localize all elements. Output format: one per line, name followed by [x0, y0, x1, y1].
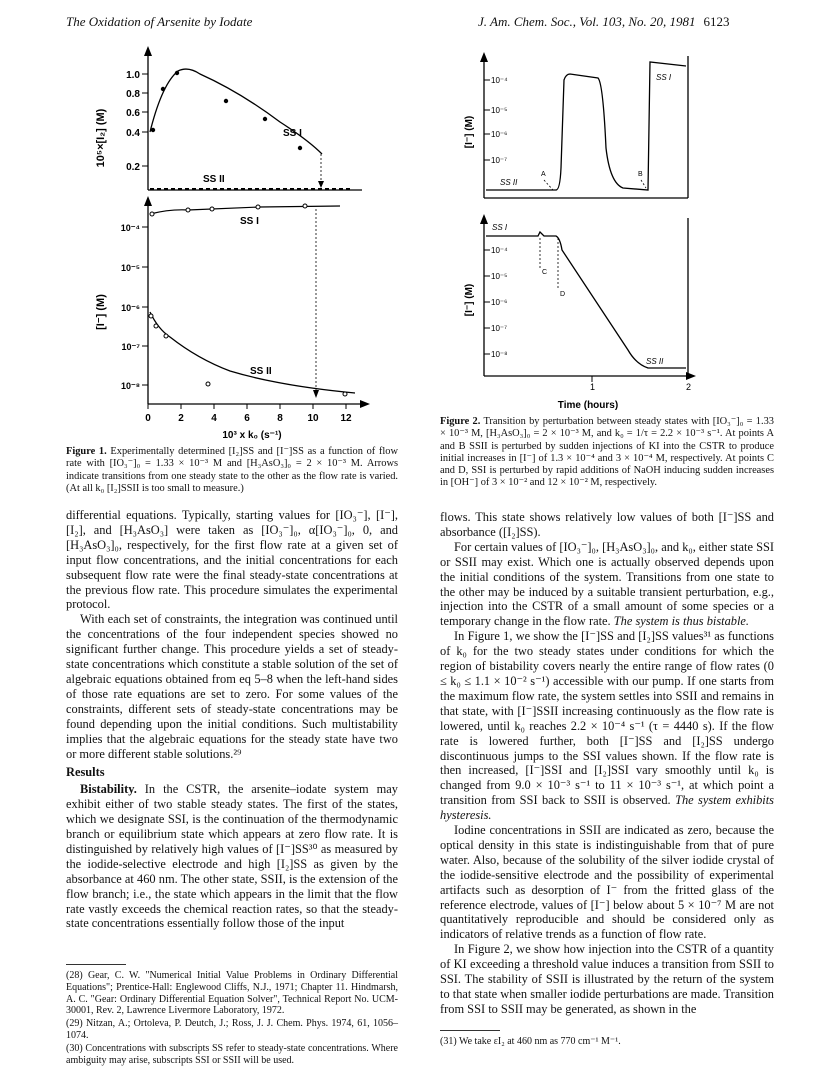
fig2-bottom-ylabel: [I⁻] (M): [464, 283, 475, 317]
fig2-bottom-ytick-4: 10⁻⁷: [491, 324, 508, 333]
fig2-top-ytick-1: 10⁻⁴: [491, 76, 508, 85]
fig2-x-arrow: [686, 372, 696, 380]
figure-2-caption: [440, 416, 774, 490]
running-header-right: [478, 14, 730, 30]
fig1-top-point: [263, 117, 267, 121]
fig2-bottom-ss2-label: SS II: [646, 357, 664, 366]
figure-1: [80, 44, 380, 444]
fig2-xtick-1: 1: [590, 382, 596, 392]
caption-label: Figure 2.: [440, 416, 481, 427]
emphasis: The system is thus bistable.: [613, 614, 750, 629]
caption-text: Transition by perturbation between steady states with [IO₃⁻]₀ = 1.33 × 10⁻³ M, [H₃AsO₃]₀ = 2 × 10⁻³ M, and k₀ = 1/τ = 2.2 × 10⁻³ s⁻¹. At points A and B SSII is perturbed by sudden injections of KI into the CSTR to produce initial increases in [I⁻] of 1.3 × 10⁻⁴ and 3 × 10⁻⁴ M, respectively. At points C and D, SSI is perturbed by rapid additions of NaOH inducing sudden increases in [OH⁻] of 3 × 10⁻² and 12 × 10⁻² M, respectively.: [440, 416, 774, 489]
fig1-top-ytick-1: 1.0: [126, 70, 140, 81]
fig1-xtick-6: 12: [340, 413, 352, 424]
fig1-bottom-ytick-5: 10⁻⁸: [120, 381, 140, 391]
fig2-top-ytick-3: 10⁻⁶: [491, 130, 508, 139]
fig1-bottom-ytick-2: 10⁻⁵: [121, 263, 140, 273]
emphasis: The system exhibits hysteresis.: [440, 793, 774, 823]
figure-2: [448, 38, 708, 414]
paragraph-text: In the CSTR, the arsenite–iodate system may exhibit either of two stable steady states. The first of the states, which we designate SSI, is the continuation of the thermodynamic branch or equilibrium state which appears at zero flow rate. It is distinguished by relatively high values of [I⁻]SS³⁰ as measured by the iodide-selective electrode and high [I₂]SS as given by the absorbance at 460 nm. The other state, SSII, is the extension of the flow branch; i.e., the state which appears in the limit that the flow rate vastly exceeds the chemical reaction rates, so that the steady-state concentrations essentially follow those of the input: [66, 782, 398, 931]
paragraph-text: For certain values of [IO₃⁻]₀, [H₃AsO₃]₀, and k₀, either state SSI or SSII may exist. Which one is actually observed depends upon the initial conditions of the system. Transitions from one state to the other may be induced by a suitable transient perturbation, e.g., injection into the CSTR of a small amount of some species or a temporary change in the flow rate.: [440, 539, 774, 629]
fig2-xlabel: Time (hours): [557, 400, 619, 411]
fig1-ss1-point: [256, 205, 260, 209]
fig1-ss1-iodide-curve: [150, 206, 340, 214]
fig2-xtick-2: 2: [686, 382, 692, 392]
fig1-ss2-point: [206, 382, 210, 386]
fig2-bottom-ytick-5: 10⁻⁸: [491, 350, 508, 359]
fig2-bottom-ss1-label: SS I: [492, 223, 508, 232]
fig1-ss1-point: [210, 207, 214, 211]
fig1-ss2-iodide-curve: [150, 312, 355, 393]
fig1-bottom-ylabel: [I⁻] (M): [95, 294, 107, 330]
fig1-top-point: [298, 146, 302, 150]
section-heading: Results: [66, 765, 105, 780]
footnote-rule: [66, 964, 126, 965]
fig1-ss2-point: [164, 334, 168, 338]
fig1-top-point: [161, 87, 165, 91]
fig2-bottom-trace: [486, 232, 686, 368]
fig1-xtick-2: 4: [211, 413, 217, 424]
fig2-point-b: B: [638, 171, 643, 178]
fig1-top-arrowhead: [318, 181, 324, 188]
fig1-bottom-ss1-label: SS I: [240, 216, 259, 227]
fig1-ss1-point: [150, 212, 154, 216]
fig2-point-a: A: [541, 171, 546, 178]
fig1-top-ss1-label: SS I: [283, 128, 302, 139]
fig2-top-ytick-4: 10⁻⁷: [491, 156, 508, 165]
caption-label: Figure 1.: [66, 446, 107, 457]
footnote-rule: [440, 1030, 500, 1031]
footnote-right: (31) We take εI₂ at 460 nm as 770 cm⁻¹ M⁻¹.: [440, 1036, 621, 1047]
fig2-bottom-y-arrow: [480, 214, 488, 224]
fig1-top-ytick-2: 0.8: [126, 89, 140, 100]
footnote: (28) Gear, C. W. "Numerical Initial Value Problems in Ordinary Differential Equations"; Prentice-Hall: Englewood Cliffs, N.J., 1971; Chapter 11. Hindmarsh, A. C. "Gear: Ordinary Differential Equation Solver", Technical Report No. UCM-30001, Rev. 2, Lawrence Livermore Laboratory, 1972.: [66, 970, 398, 1017]
fig1-top-point: [175, 71, 179, 75]
fig1-bottom-ytick-4: 10⁻⁷: [121, 342, 140, 352]
fig2-top-ylabel: [I⁻] (M): [464, 115, 475, 149]
run-in-heading: Bistability.: [80, 782, 137, 797]
fig1-xtick-0: 0: [145, 413, 151, 424]
footnote: (30) Concentrations with subscripts SS refer to steady-state concentrations. Where ambiguity may arise, subscripts SSI or SSII will be used.: [66, 1042, 398, 1066]
running-header-left: The Oxidation of Arsenite by Iodate: [66, 14, 253, 29]
fig1-xtick-4: 8: [277, 413, 283, 424]
fig2-bottom-ytick-2: 10⁻⁵: [491, 272, 508, 281]
fig2-top-ss1-label: SS I: [656, 73, 672, 82]
fig1-ss1-point: [186, 208, 190, 212]
fig1-top-point: [224, 99, 228, 103]
fig2-point-d: D: [560, 291, 566, 298]
fig1-ss2-point: [343, 392, 347, 396]
left-column-text: [66, 508, 398, 931]
paragraph: In Figure 2, we show how injection into the CSTR of a quantity of KI exceeding a threshold value induces a transition from SSII to SSI. The stability of SSII is illustrated by the return of the system to that state when smaller iodide perturbations are made. Transition from SSI to SSII may be generated, as shown in the: [440, 942, 774, 1016]
paragraph: [440, 540, 774, 629]
paragraph: With each set of constraints, the integration was continued until the concentrations of the four independent species showed no significant further change. This procedure yields a set of steady-state concentrations which constitute a stable solution of the set of algebraic equations obtained from eq 5–8 when the left-hand sides of those rate equations are set to zero. For some values of the constraints, different sets of steady-state concentrations may be found depending upon the initial conditions. Such multistability implies that the algebraic equations for the steady state have two or more different stable solutions.²⁹: [66, 612, 398, 761]
fig1-xtick-3: 6: [244, 413, 250, 424]
right-column-text: [440, 510, 774, 1017]
fig1-ss2-point: [149, 314, 153, 318]
fig2-top-ytick-2: 10⁻⁵: [491, 106, 508, 115]
paragraph: [440, 629, 774, 823]
fig1-bottom-ss2-label: SS II: [250, 366, 272, 377]
fig2-top-ss2-label: SS II: [500, 178, 518, 187]
fig1-top-ytick-4: 0.4: [126, 128, 140, 139]
fig1-top-ss2-label: SS II: [203, 174, 225, 185]
fig2-bottom-ytick-3: 10⁻⁶: [491, 298, 508, 307]
fig1-bottom-y-arrow: [144, 196, 152, 206]
fig2-point-c: C: [542, 269, 548, 276]
paragraph: Iodine concentrations in SSII are indicated as zero, because the optical density in this state is indistinguishable from that of pure water. Also, because of the solubility of the silver iodide crystal of the iodide-sensitive electrode and the possibility of experimental artifacts such as desorption of I⁻ from the fritted glass of the reference electrode, values of [I⁻] below about 5 × 10⁻⁷ M are not quantitatively reproducible and should be considered only as indicators of relative trends as a function of flow rate.: [440, 823, 774, 942]
fig1-bottom-arrowhead: [313, 390, 319, 398]
footnote: (29) Nitzan, A.; Ortoleva, P. Deutch, J.; Ross, J. J. Chem. Phys. 1974, 61, 1056–1074.: [66, 1018, 398, 1041]
page-number: 6123: [703, 14, 730, 29]
fig1-xtick-5: 10: [307, 413, 319, 424]
fig1-top-ytick-5: 0.2: [126, 162, 140, 173]
footnotes-left: [66, 970, 398, 1067]
fig2-bottom-ytick-1: 10⁻⁴: [491, 246, 508, 255]
paragraph: flows. This state shows relatively low values of both [I⁻]SS and absorbance ([I₂]SS).: [440, 510, 774, 539]
fig1-xtick-1: 2: [178, 413, 184, 424]
fig1-x-arrow: [360, 400, 370, 408]
figure-1-caption: [66, 446, 398, 495]
paragraph: [66, 782, 398, 931]
caption-text: Experimentally determined [I₂]SS and [I⁻]SS as a function of flow rate with [IO₃⁻]₀ = 1.33 × 10⁻³ M and [H₃AsO₃]₀ = 2 × 10⁻³ M. Arrows indicate transitions from one steady state to the other as the flow rate is varied. (At all k₀ [I₂]SSII is too small to measure.): [66, 446, 398, 494]
fig1-top-point: [151, 128, 155, 132]
journal-citation: J. Am. Chem. Soc., Vol. 103, No. 20, 1981: [478, 14, 696, 29]
paragraph: differential equations. Typically, starting values for [IO₃⁻], [I⁻], [I₂], and [H₃AsO₃] were taken as [IO₃⁻]₀, α[IO₃⁻]₀, 0, and [H₃AsO₃]₀, respectively, for the first flow rate at a given set of input flow concentrations, and the initial concentrations for each subsequent flow rate were the final steady-state concentrations at the previous flow rate. This procedure simulates the experimental protocol.: [66, 508, 398, 612]
fig2-top-y-arrow: [480, 52, 488, 62]
fig1-bottom-ytick-1: 10⁻⁴: [120, 223, 140, 233]
fig1-ss1-point: [303, 204, 307, 208]
fig1-bottom-ytick-3: 10⁻⁶: [121, 303, 140, 313]
fig1-top-ylabel: 10⁵×[I₂] (M): [95, 108, 107, 168]
paragraph-text: In Figure 1, we show the [I⁻]SS and [I₂]SS values³¹ as functions of k₀ for the two steady states under conditions for which the region of bistability covers nearly the entire range of flow rates (0 ≤ k₀ ≤ 1.1 × 10⁻² s⁻¹) accessible with our pump. If one starts from the maximum flow rate, the system settles into SSII and remains in that state, with [I⁻]SSII increasing continuously as the flow rate is lowered, until k₀ reaches 2.2 × 10⁻⁴ s⁻¹ (τ = 4440 s). If the flow rate is lowered further, both [I⁻]SS and [I₂]SS undergo discontinuous jumps to the SSI values shown. If the flow rate is then increased, [I⁻]SSI and [I₂]SSI vary smoothly until k₀ is changed from 9.0 × 10⁻³ s⁻¹ to 11 × 10⁻³ s⁻¹, at which point a transition from SSI back to SSII is observed.: [440, 629, 774, 808]
fig1-xlabel: 10³ x k₀ (s⁻¹): [222, 430, 282, 441]
fig1-ss1-i2-curve: [150, 69, 322, 154]
fig1-ss2-point: [154, 324, 158, 328]
fig1-top-ytick-3: 0.6: [126, 108, 140, 119]
fig1-top-y-arrow: [144, 46, 152, 56]
